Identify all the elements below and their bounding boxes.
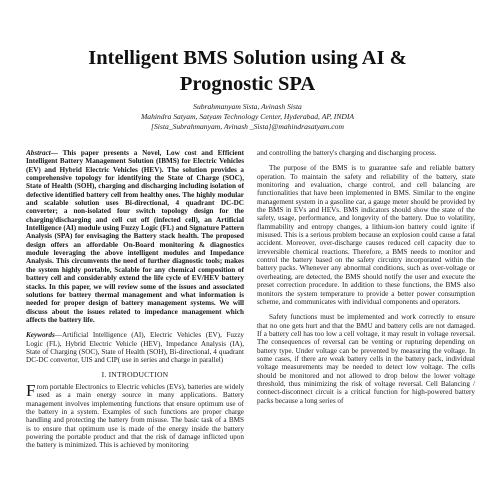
section-heading-introduction: I. INTRODUCTION (101, 369, 169, 379)
body-paragraph-bms-purpose: The purpose of the BMS is to guarantee safe and reliable battery operation. To maintain the safety and reliability of the battery, state monitoring and evaluation, charge control, and cell balancing are functionalities that have been implemented in BMS. Similar to the engine management system in a gasoline car, a gauge meter should be provided by the BMS in EVs and HEVs. BMS indicators should show the state of the safety, usage, performance, and longevity of the battery. Due to volatility, flammability and entropy changes, a lithium-ion battery could ignite if misused. This is a serious problem because an explosion could cause a fatal accident. Moreover, over-discharge causes reduced cell capacity due to irreversible chemical reactions. Therefore, a BMS needs to monitor and control the battery based on the safety circuitry incorporated within the battery packs. Whenever any abnormal conditions, such as over-voltage or overheating, are detected, the BMS should notify the user and execute the preset correction procedure. In addition to these functions, the BMS also monitors the system temperature to provide a better power consumption scheme, and communicates with individual components and operators. (257, 164, 475, 306)
introduction-text: rom portable Electronics to Electric vehicles (EVs), batteries are widely used as a main energy source in many applications. Battery management involves implementing functions that ensure optimum use of the battery in a system. Examples of such functions are proper charge handling and protecting the battery from misuse. The basic task of a BMS is to ensure that optimum use is made of the energy inside the battery powering the portable product and that the risk of damage inflicted upon the battery is minimized. This is achieved by monitoring (26, 382, 244, 450)
author-block (0, 102, 495, 131)
abstract (26, 149, 244, 324)
body-paragraph-safety: Safety functions must be implemented and work correctly to ensure that no one gets hurt and that the BMU and battery cells are not damaged. If a battery cell has too low a cell voltage, it may result in voltage reversal. The consequences of reversal can be venting or rupturing depending on battery type. Under voltage can be prevented by measuring the voltage. In some cases, if there are weak battery cells in the battery pack, individual voltage measurements may be needed to detect low voltage. The cells should be monitored and not allowed to drop below the lower voltage threshold, thus minimizing the risk of voltage reversal. Cell Balancing / connect-disconnect circuit is a critical function for high-powered battery packs because a long series of (257, 313, 475, 405)
drop-cap: F (26, 380, 36, 400)
introduction-paragraph (26, 380, 244, 450)
title-line-1: Intelligent BMS Solution using AI & (88, 47, 407, 69)
author-affiliation: Mahindra Satyam, Satyam Technology Center, Hyderabad, AP, INDIA (140, 111, 355, 121)
body-paragraph-continued: and controlling the battery's charging and discharging process. (257, 149, 437, 157)
keywords (26, 331, 244, 364)
left-column (26, 149, 244, 495)
author-emails: [Sista_Subrahmanyam, Avinash _Sista]@mahindrasatyam.com (151, 121, 344, 131)
abstract-label: Abstract— (26, 149, 58, 157)
keywords-text: —Artificial Intelligence (AI), Electric Vehicles (EV), Fuzzy Logic (FL), Hybrid Electric Vehicle (HEV), Impedance Analysis (IA), State of Charging (SOC), State of Health (SOH), Bi-directional, 4 quadrant DC-DC convertor, UIS and CIP( use in series and charge in parallel) (26, 331, 244, 365)
title-line-2: Prognostic SPA (179, 73, 316, 95)
author-names: Subrahmanyam Sista, Avinash Sista (193, 102, 302, 111)
paper-title (0, 45, 495, 97)
abstract-text: This paper presents a Novel, Low cost and Efficient Intelligent Battery Management Solution (IBMS) for Electric Vehicles (EV) and Hybrid Electric Vehicles (HEV). The solution provides a comprehensive topology for identifying the State of Charge (SOC), State of Health (SOH), charging and discharging including isolation of defective identified battery cell from healthy ones. The highly modular and scalable solution uses Bi-directional, 4 quadrant DC-DC converter; a non-isolated four switch topology design for the charging/discharging and cell cut off (infected cell), an Artificial Intelligence (AI) module using Fuzzy Logic (FL) and Signature Pattern Analysis (SPA) for envisaging the Battery stack health. The proposed design offers an affordable On-Board monitoring & diagnostics module leveraging the above intelligent modules and Impedance Analysis. This circumvents the need of further diagnostic tools; makes the system highly portable, Scalable for any chemical composition of battery cell and considerably extend the life cycle of EV/HEV battery stacks. In this paper, we will review some of the issues and associated solutions for battery thermal management and what information is needed for proper design of battery management systems. We will discuss about the issues related to impedance management which affects the battery life. (26, 149, 244, 324)
right-column (257, 149, 475, 495)
keywords-label: Keywords (26, 331, 55, 340)
